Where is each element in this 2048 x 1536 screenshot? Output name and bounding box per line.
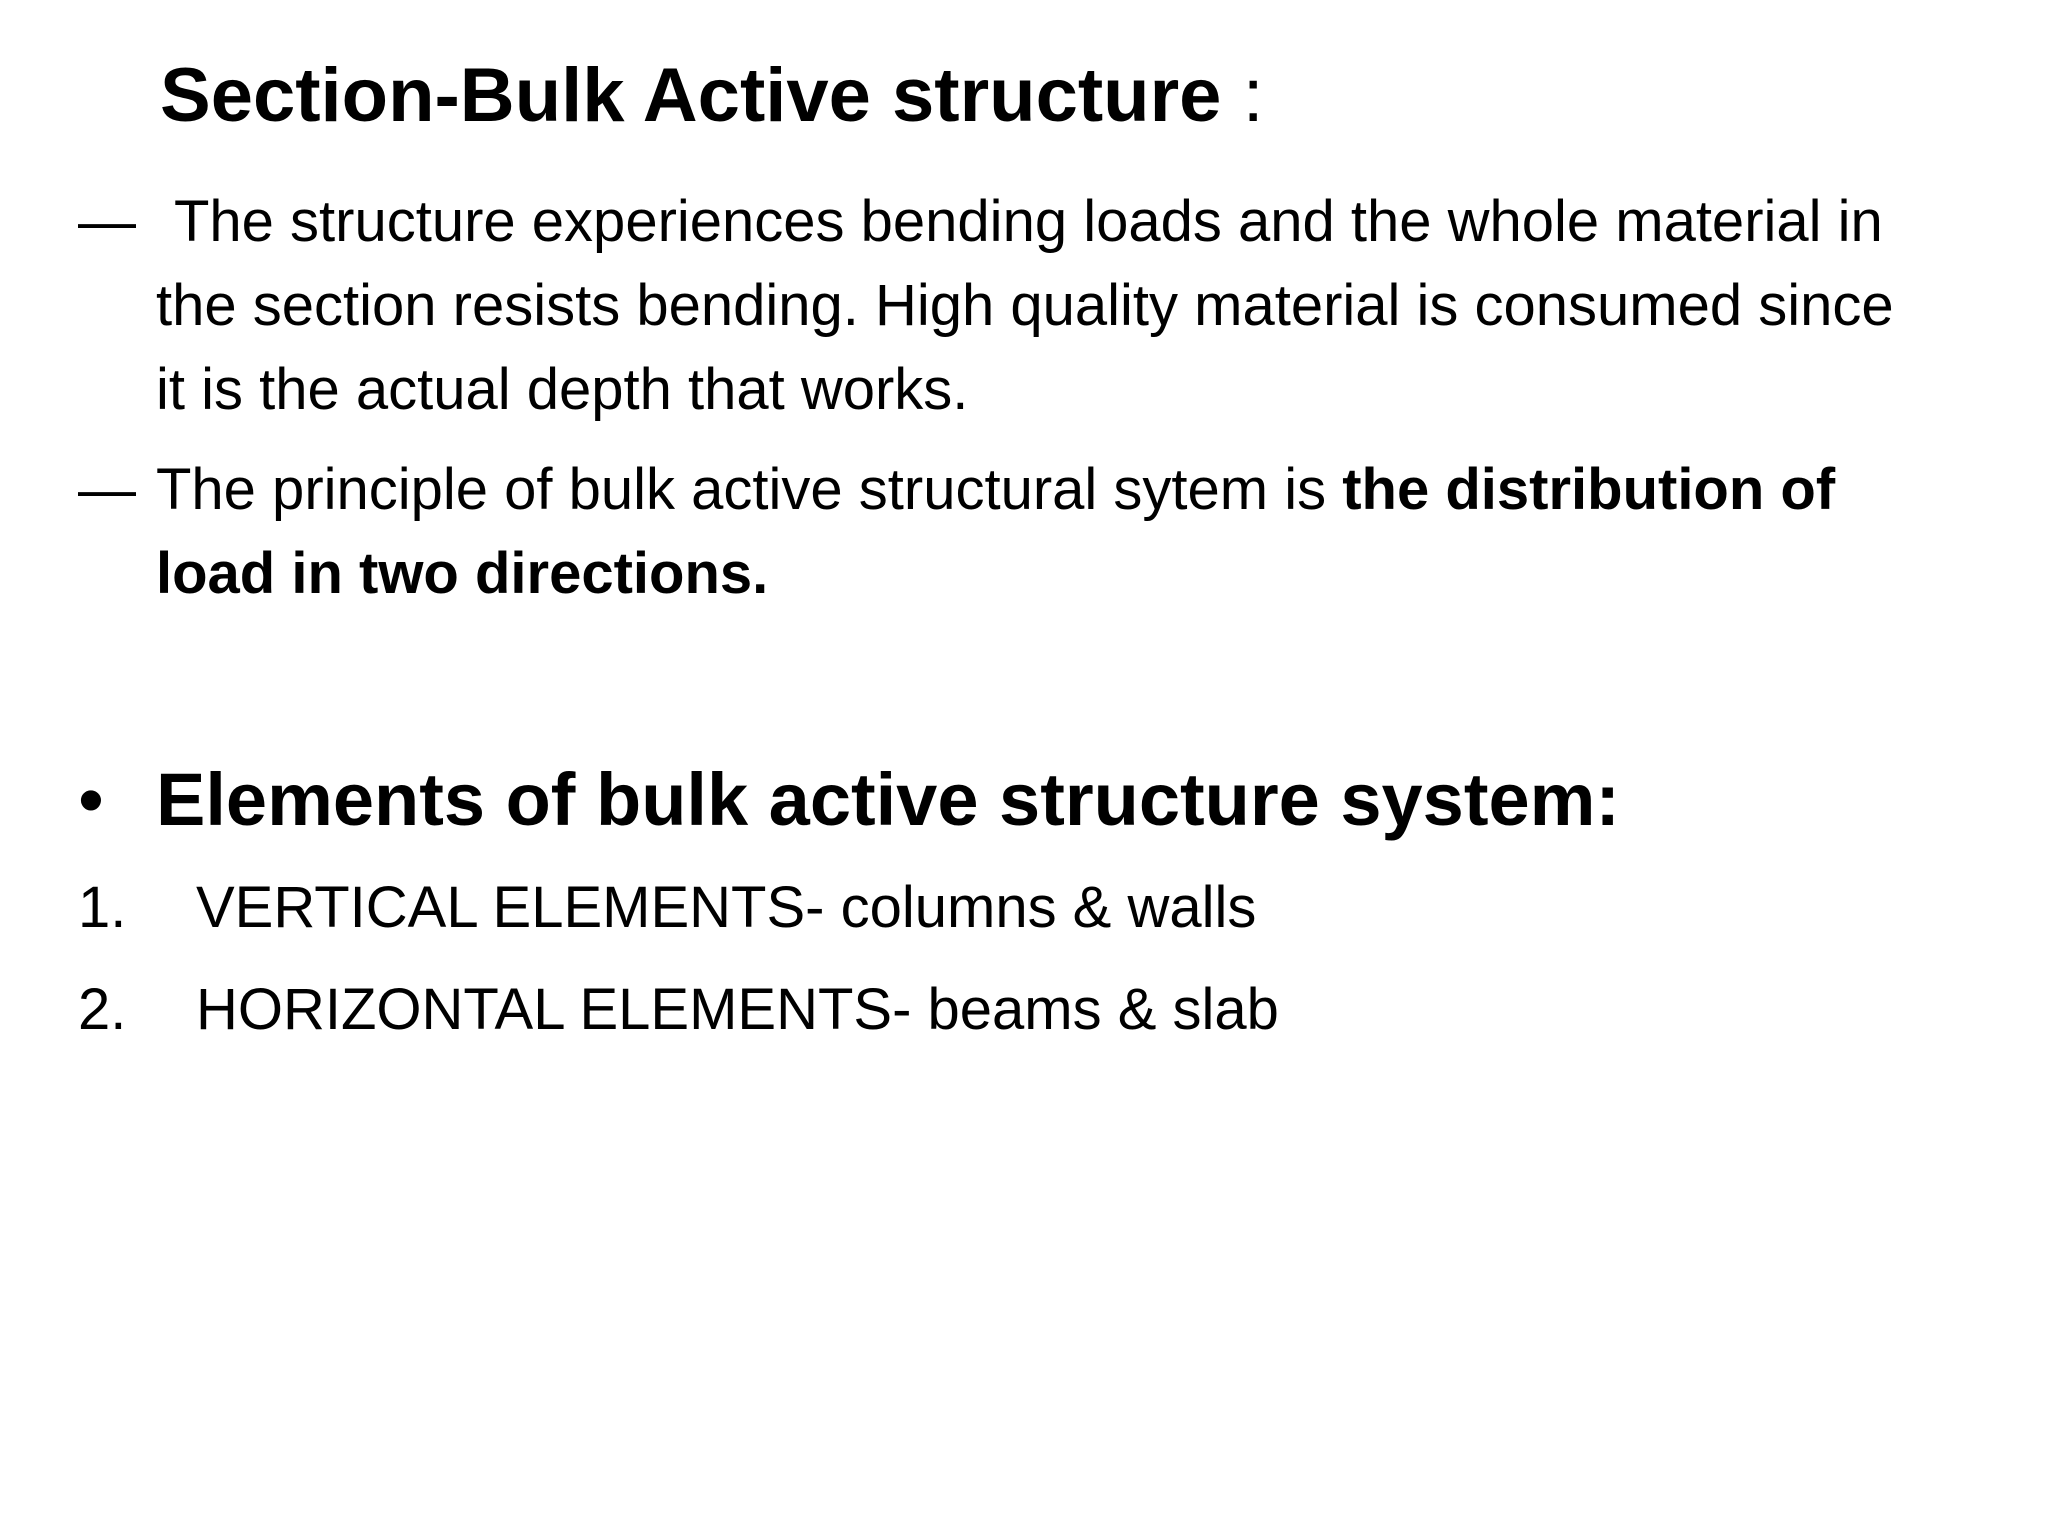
slide-title-colon: : (1221, 53, 1264, 138)
dash-marker: — (78, 189, 136, 254)
paragraph-text-bold: the distribution of load in two directions. (156, 457, 1836, 606)
paragraph-text-normal: The principle of bulk active structural sytem is (156, 457, 1343, 522)
list-number: 2. (78, 977, 127, 1042)
paragraph-principle (78, 448, 1938, 616)
paragraph-text: The structure experiences bending loads and the whole material in the section resists bending. High quality material is consumed since it is the actual depth that works. (156, 189, 1894, 422)
dash-marker: — (78, 457, 136, 522)
list-item-vertical-elements (78, 866, 1256, 950)
elements-heading-text: Elements of bulk active structure system: (156, 758, 1621, 841)
paragraph-bending-loads (78, 180, 1938, 432)
list-item-text: VERTICAL ELEMENTS- columns & walls (196, 875, 1257, 940)
bullet-marker: • (78, 758, 104, 841)
slide-title (160, 48, 1264, 144)
paragraph-text (78, 448, 1938, 616)
elements-heading (78, 750, 1620, 850)
list-item-horizontal-elements (78, 968, 1279, 1052)
list-number: 1. (78, 875, 127, 940)
list-item-text: HORIZONTAL ELEMENTS- beams & slab (196, 977, 1279, 1042)
slide-title-text: Section-Bulk Active structure (160, 53, 1222, 138)
